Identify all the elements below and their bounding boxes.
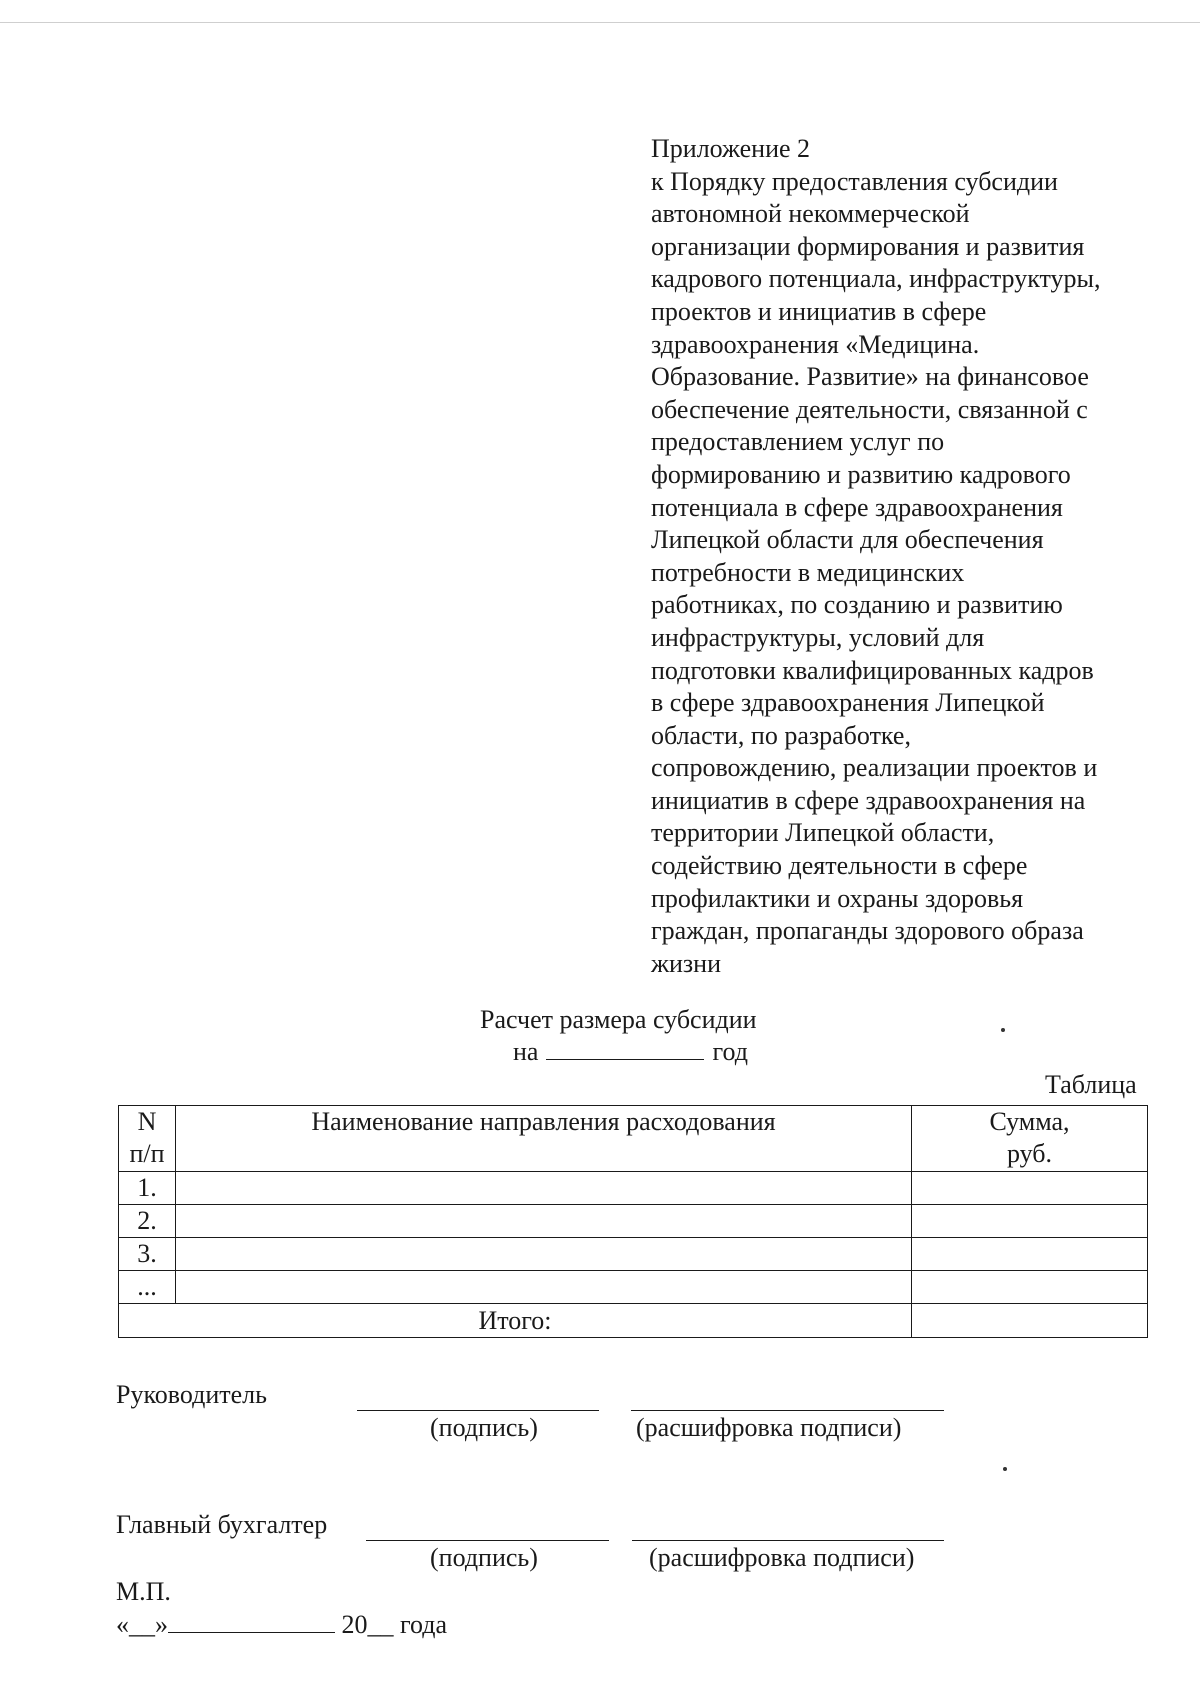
date-day-blank: «__» xyxy=(116,1610,168,1639)
appendix-line: Липецкой области для обеспечения xyxy=(651,525,1044,555)
date-month-blank xyxy=(168,1610,335,1633)
row-sum-cell xyxy=(912,1238,1148,1271)
head-decode-line xyxy=(631,1410,944,1411)
appendix-line: профилактики и охраны здоровья xyxy=(651,883,1024,913)
header-num-line2: п/п xyxy=(129,1139,165,1168)
year-blank xyxy=(546,1037,704,1060)
appendix-line: автономной некоммерческой xyxy=(651,199,970,229)
appendix-line: содействию деятельности в сфере xyxy=(651,851,1028,881)
date-line xyxy=(116,1610,447,1640)
appendix-line: инфраструктуры, условий для xyxy=(651,622,985,652)
subsidy-table xyxy=(118,1105,1148,1338)
appendix-line: инициатив в сфере здравоохранения на xyxy=(651,785,1086,815)
head-signature-line xyxy=(357,1410,599,1411)
total-sum-cell xyxy=(912,1304,1148,1338)
row-name-cell xyxy=(176,1238,912,1271)
header-sum-line1: Сумма, xyxy=(989,1107,1070,1136)
row-name-cell xyxy=(176,1205,912,1238)
table-row xyxy=(119,1238,1148,1271)
appendix-line: области, по разработке, xyxy=(651,720,911,750)
header-name: Наименование направления расходования xyxy=(176,1106,912,1172)
head-decode-caption: (расшифровка подписи) xyxy=(636,1413,902,1442)
calc-year-line xyxy=(513,1037,748,1067)
table-total-row xyxy=(119,1304,1148,1338)
head-signature-caption: (подпись) xyxy=(430,1413,538,1442)
header-num-line1: N xyxy=(137,1107,157,1136)
appendix-line: предоставлением услуг по xyxy=(651,427,945,457)
appendix-block xyxy=(651,133,1171,980)
appendix-line: жизни xyxy=(651,948,721,978)
scan-top-edge xyxy=(0,22,1200,23)
accountant-decode-caption: (расшифровка подписи) xyxy=(649,1543,915,1572)
date-century: 20 xyxy=(341,1610,368,1639)
head-label: Руководитель xyxy=(116,1380,267,1409)
table-row xyxy=(119,1271,1148,1304)
row-sum-cell xyxy=(912,1271,1148,1304)
appendix-line: подготовки квалифицированных кадров xyxy=(651,655,1094,685)
accountant-signature-line xyxy=(366,1540,609,1541)
appendix-line: потенциала в сфере здравоохранения xyxy=(651,492,1063,522)
header-num xyxy=(119,1106,176,1172)
year-prefix: на xyxy=(513,1037,539,1066)
appendix-line: работниках, по созданию и развитию xyxy=(651,590,1063,620)
row-sum-cell xyxy=(912,1205,1148,1238)
appendix-line: кадрового потенциала, инфраструктуры, xyxy=(651,264,1101,294)
accountant-decode-line xyxy=(632,1540,944,1541)
table-row xyxy=(119,1205,1148,1238)
appendix-line: обеспечение деятельности, связанной с xyxy=(651,394,1088,424)
stamp-placeholder: М.П. xyxy=(116,1577,171,1606)
appendix-line: территории Липецкой области, xyxy=(651,818,995,848)
row-number: 3. xyxy=(119,1238,176,1271)
date-suffix: года xyxy=(400,1610,448,1639)
year-suffix: год xyxy=(712,1037,748,1066)
row-number: 1. xyxy=(119,1172,176,1205)
scan-speck xyxy=(1001,1028,1005,1032)
appendix-line: потребности в медицинских xyxy=(651,557,965,587)
appendix-line: к Порядку предоставления субсидии xyxy=(651,166,1058,196)
header-sum xyxy=(912,1106,1148,1172)
accountant-label: Главный бухгалтер xyxy=(116,1510,328,1539)
calc-title: Расчет размера субсидии xyxy=(480,1005,757,1034)
appendix-line: здравоохранения «Медицина. xyxy=(651,329,980,359)
header-sum-line2: руб. xyxy=(1006,1139,1053,1168)
appendix-line: в сфере здравоохранения Липецкой xyxy=(651,688,1045,718)
row-name-cell xyxy=(176,1172,912,1205)
total-label: Итого: xyxy=(119,1304,912,1338)
accountant-signature-caption: (подпись) xyxy=(430,1543,538,1572)
appendix-line: сопровождению, реализации проектов и xyxy=(651,753,1098,783)
appendix-line: формированию и развитию кадрового xyxy=(651,459,1071,489)
date-year-blank: __ xyxy=(367,1610,394,1639)
row-number: ... xyxy=(119,1271,176,1304)
table-label: Таблица xyxy=(1045,1070,1137,1099)
appendix-line: проектов и инициатив в сфере xyxy=(651,296,987,326)
appendix-line: Приложение 2 xyxy=(651,134,811,163)
appendix-line: организации формирования и развития xyxy=(651,231,1085,261)
appendix-line: граждан, пропаганды здорового образа xyxy=(651,916,1084,946)
scan-speck xyxy=(1003,1467,1007,1471)
appendix-line: Образование. Развитие» на финансовое xyxy=(651,362,1089,392)
table-row xyxy=(119,1172,1148,1205)
row-number: 2. xyxy=(119,1205,176,1238)
table-header-row xyxy=(119,1106,1148,1172)
row-sum-cell xyxy=(912,1172,1148,1205)
row-name-cell xyxy=(176,1271,912,1304)
